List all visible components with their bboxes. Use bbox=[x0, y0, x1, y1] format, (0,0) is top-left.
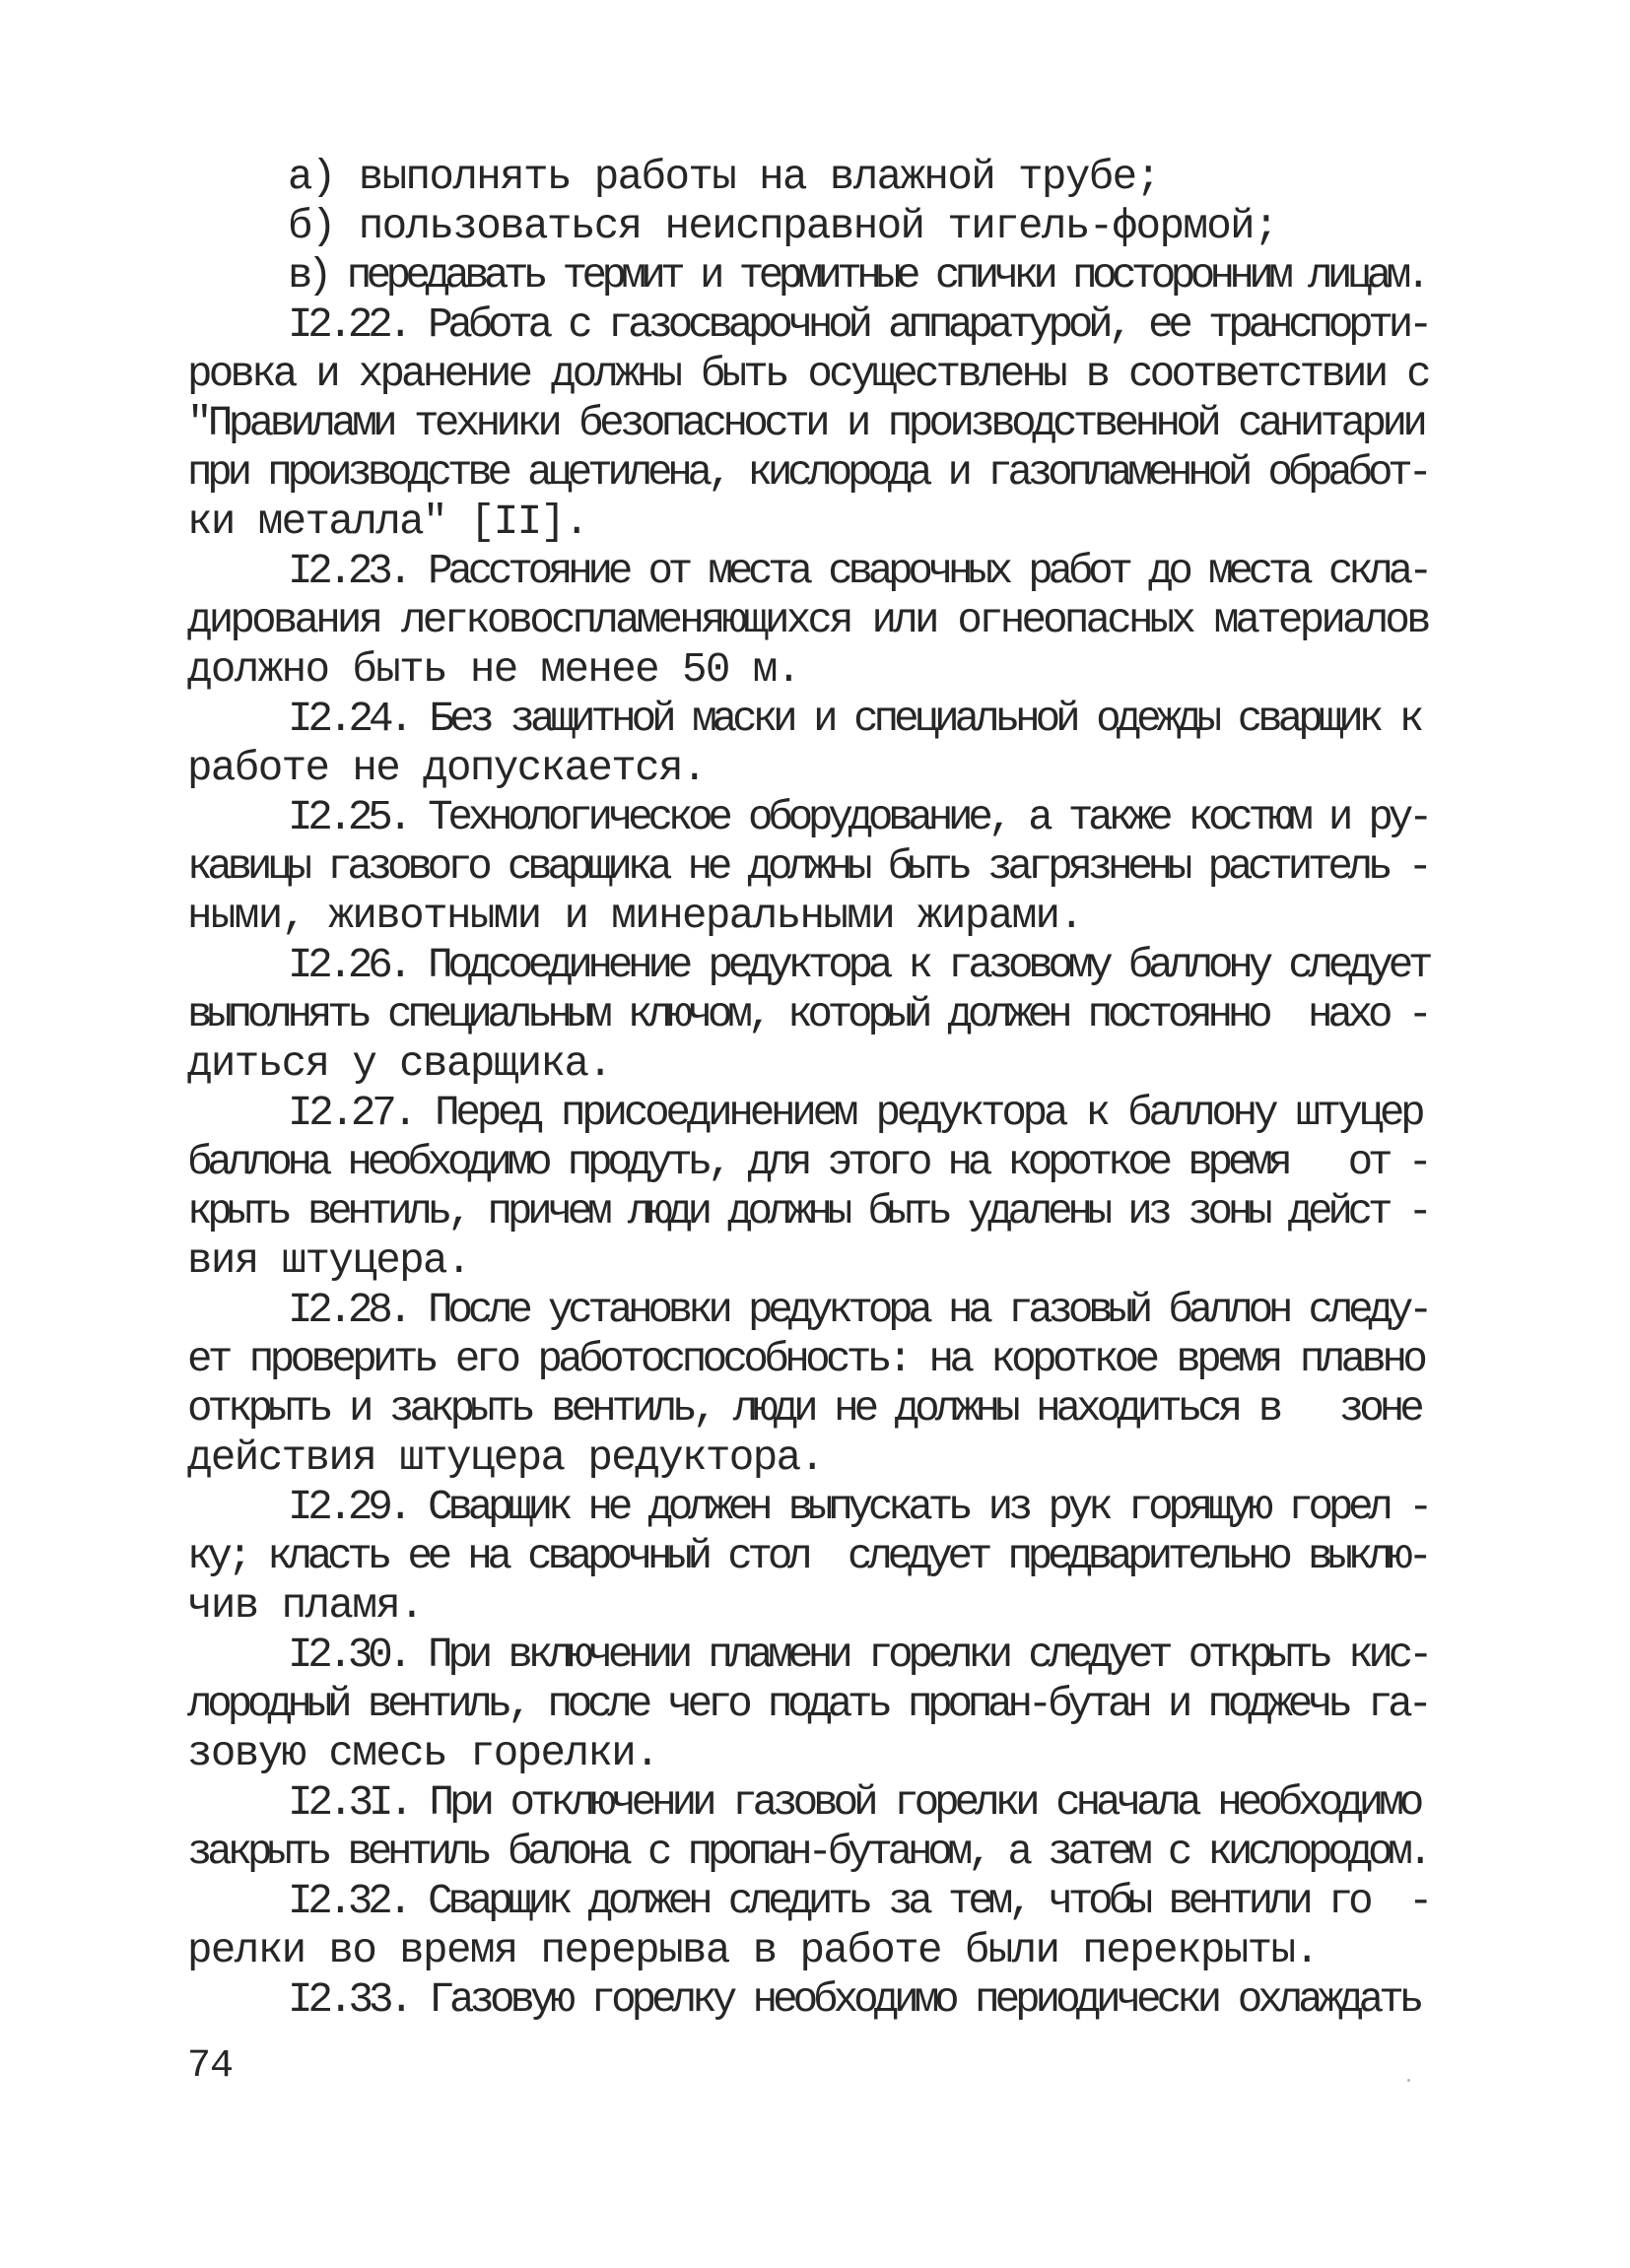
text-line: ки металла" [II]. bbox=[187, 499, 588, 546]
text-line: открыть и закрыть вентиль, люди не должны находиться в зоне bbox=[187, 1385, 1420, 1433]
text-line: зовую смесь горелки. bbox=[187, 1730, 659, 1777]
text-line: баллона необходимо продуть, для этого на короткое время от - bbox=[187, 1139, 1428, 1186]
page-number: 74 bbox=[187, 2044, 234, 2089]
text-line: вия штуцера. bbox=[187, 1237, 470, 1285]
text-line: I2.33. Газовую горелку необходимо периодически охлаждать bbox=[288, 1976, 1420, 2024]
text-line: ровка и хранение должны быть осуществлены в соответствии с bbox=[187, 351, 1428, 398]
text-line: дирования легковоспламеняющихся или огнеопасных материалов bbox=[187, 597, 1428, 644]
text-line: I2.3I. При отключении газовой горелки сначала необходимо bbox=[288, 1779, 1420, 1827]
text-line: работе не допускается. bbox=[187, 745, 706, 792]
text-line: выполнять специальным ключом, который должен постоянно нахо - bbox=[187, 991, 1428, 1038]
text-line: должно быть не менее 50 м. bbox=[187, 646, 800, 694]
text-line: I2.24. Без защитной маски и специальной одежды сварщик к bbox=[288, 696, 1420, 743]
text-line: лородный вентиль, после чего подать пропан-бутан и поджечь га- bbox=[187, 1681, 1428, 1728]
text-line: I2.23. Расстояние от места сварочных работ до места скла- bbox=[288, 548, 1429, 595]
text-line: ку; класть ее на сварочный стол следует предварительно выклю- bbox=[187, 1533, 1428, 1580]
text-line: ными, животными и минеральными жирами. bbox=[187, 893, 1083, 940]
text-line: диться у сварщика. bbox=[187, 1040, 612, 1088]
text-line: действия штуцера редуктора. bbox=[187, 1434, 824, 1482]
text-line: I2.29. Сварщик не должен выпускать из рук горящую горел - bbox=[288, 1484, 1429, 1531]
text-line: релки во время перерыва в работе были перекрыты. bbox=[187, 1927, 1319, 1974]
text-line: I2.26. Подсоединение редуктора к газовому баллону следует bbox=[288, 942, 1429, 989]
text-line: I2.25. Технологическое оборудование, а также костюм и ру- bbox=[288, 794, 1429, 841]
text-line: "Правилами техники безопасности и производственной санитарии bbox=[187, 400, 1424, 447]
scan-speck bbox=[1407, 2079, 1410, 2082]
text-line: чив пламя. bbox=[187, 1582, 424, 1630]
text-line: I2.32. Сварщик должен следить за тем, чтобы вентили го - bbox=[288, 1878, 1429, 1925]
text-line: I2.30. При включении пламени горелки следует открыть кис- bbox=[288, 1632, 1429, 1679]
text-line: I2.28. После установки редуктора на газовый баллон следу- bbox=[288, 1287, 1429, 1334]
text-line: б) пользоваться неисправной тигель-формой; bbox=[288, 203, 1277, 250]
text-line: I2.22. Работа с газосварочной аппаратурой, ее транспорти- bbox=[288, 301, 1429, 349]
text-line: а) выполнять работы на влажной трубе; bbox=[288, 154, 1160, 201]
text-line: в) передавать термит и термитные спички посторонним лицам. bbox=[288, 252, 1426, 300]
text-line: I2.27. Перед присоединением редуктора к баллону штуцер bbox=[288, 1090, 1422, 1137]
text-line: ет проверить его работоспособность: на короткое время плавно bbox=[187, 1336, 1424, 1383]
text-line: крыть вентиль, причем люди должны быть удалены из зоны дейст - bbox=[187, 1188, 1428, 1235]
text-line: кавицы газового сварщика не должны быть загрязнены раститель - bbox=[187, 843, 1428, 891]
text-line: закрыть вентиль балона с пропан-бутаном, а затем с кислородом. bbox=[187, 1829, 1428, 1876]
text-line: при производстве ацетилена, кислорода и газопламенной обработ- bbox=[187, 449, 1428, 497]
